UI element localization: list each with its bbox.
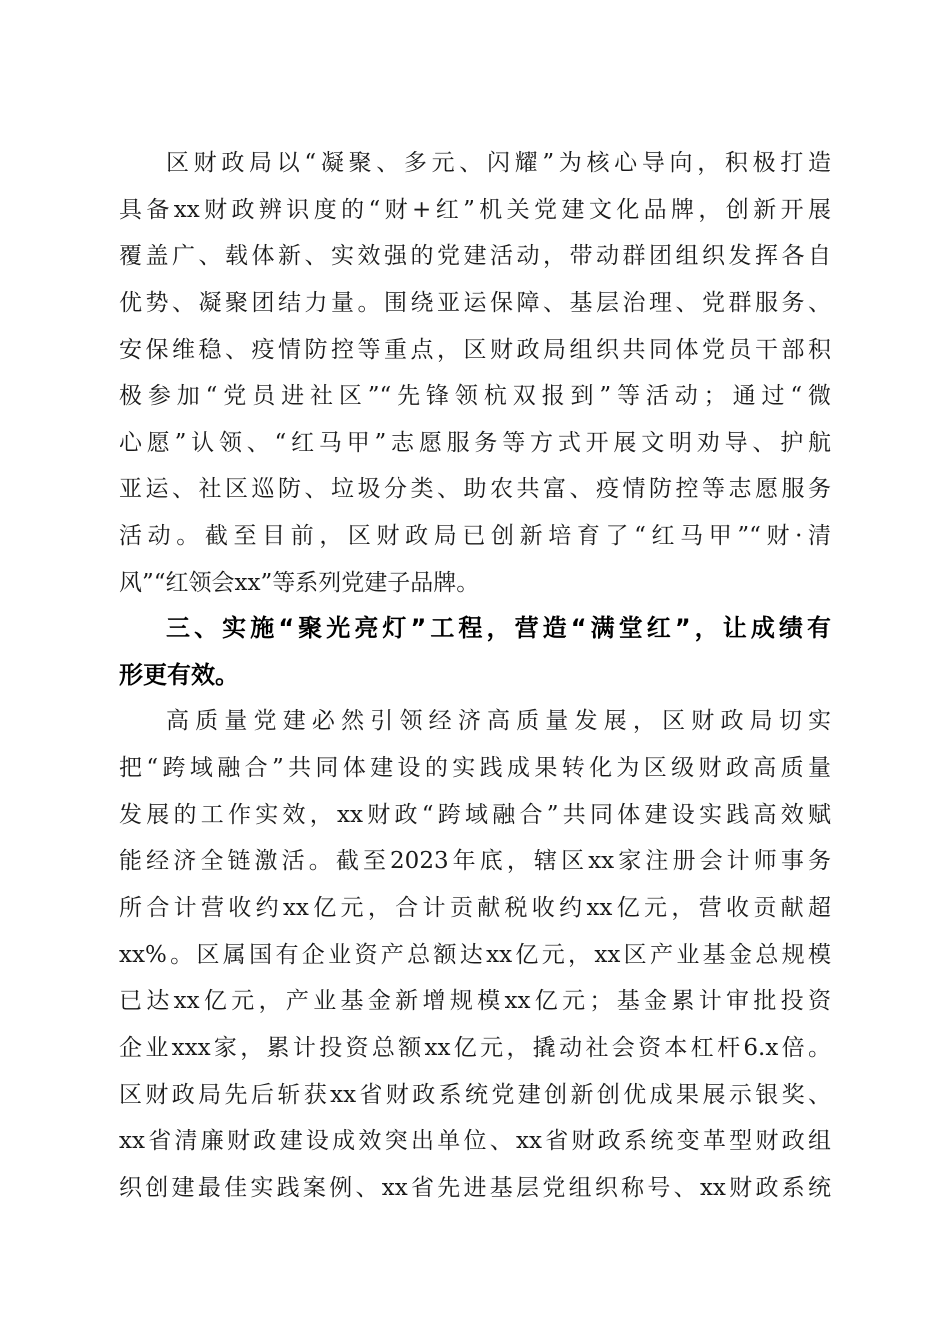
text-line: 安保维稳、疫情防控等重点，区财政局组织共同体党员干部积 — [119, 337, 831, 363]
heading-line: 形更有效。 — [119, 661, 239, 689]
text-line: 企业xxx家，累计投资总额xx亿元，撬动社会资本杠杆6.x倍。 — [119, 1035, 831, 1061]
text-line: 风”“红领会xx”等系列党建子品牌。 — [119, 570, 480, 596]
text-line: 把“跨域融合”共同体建设的实践成果转化为区级财政高质量 — [119, 755, 831, 781]
text-line: 覆盖广、载体新、实效强的党建活动，带动群团组织发挥各自 — [119, 243, 831, 269]
text-line: xx省清廉财政建设成效突出单位、xx省财政系统变革型财政组 — [119, 1128, 831, 1154]
text-line: 区财政局先后斩获xx省财政系统党建创新创优成果展示银奖、 — [119, 1082, 831, 1108]
text-line: 具备xx财政辨识度的“财+红”机关党建文化品牌，创新开展 — [119, 197, 831, 223]
text-line: 极参加“党员进社区”“先锋领杭双报到”等活动；通过“微 — [119, 383, 831, 409]
text-line: xx%。区属国有企业资产总额达xx亿元，xx区产业基金总规模 — [119, 942, 831, 968]
text-line: 优势、凝聚团结力量。围绕亚运保障、基层治理、党群服务、 — [119, 290, 831, 316]
text-line: 织创建最佳实践案例、xx省先进基层党组织称号、xx财政系统 — [119, 1175, 831, 1201]
text-line: 所合计营收约xx亿元，合计贡献税收约xx亿元，营收贡献超 — [119, 895, 831, 921]
text-line: 亚运、社区巡防、垃圾分类、助农共富、疫情防控等志愿服务 — [119, 476, 831, 502]
text-line: 活动。截至目前，区财政局已创新培育了“红马甲”“财·清 — [119, 523, 831, 549]
text-line: 心愿”认领、“红马甲”志愿服务等方式开展文明劝导、护航 — [119, 430, 831, 456]
text-line: 能经济全链激活。截至2023年底，辖区xx家注册会计师事务 — [119, 848, 831, 874]
text-line: 区财政局以“凝聚、多元、闪耀”为核心导向，积极打造 — [166, 150, 831, 176]
text-line: 已达xx亿元，产业基金新增规模xx亿元；基金累计审批投资 — [119, 988, 831, 1014]
text-line: 发展的工作实效，xx财政“跨域融合”共同体建设实践高效赋 — [119, 802, 831, 828]
heading-line: 三、实施“聚光亮灯”工程，营造“满堂红”，让成绩有 — [166, 614, 831, 642]
text-line: 高质量党建必然引领经济高质量发展，区财政局切实 — [166, 708, 831, 734]
